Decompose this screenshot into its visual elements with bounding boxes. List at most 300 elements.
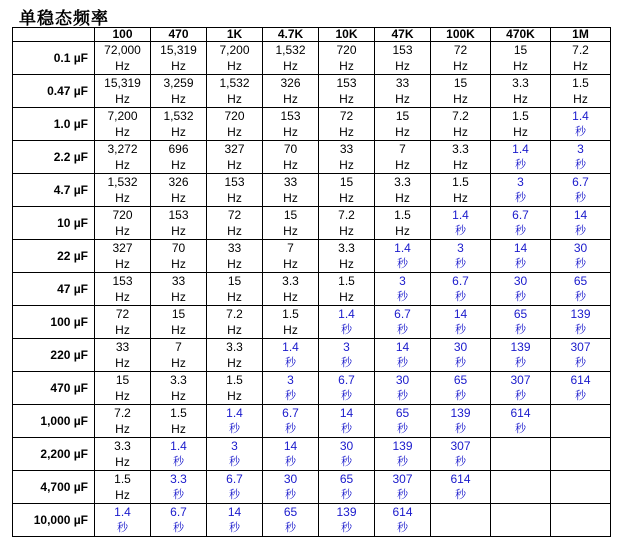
cell-unit: 秒 — [455, 488, 466, 501]
cell-value: 65 — [283, 505, 298, 519]
cell-unit: 秒 — [285, 521, 296, 534]
table-cell — [551, 108, 611, 141]
cell-unit: Hz — [339, 191, 354, 205]
table-cell — [551, 372, 611, 405]
table-cell — [319, 405, 375, 438]
cell-unit: Hz — [453, 125, 468, 139]
table-cell — [491, 339, 551, 372]
cell-unit: Hz — [115, 158, 130, 172]
row-header-capacitance: 10 µF — [13, 207, 95, 240]
cell-unit: Hz — [171, 191, 186, 205]
cell-unit: Hz — [283, 92, 298, 106]
cell-value: 1.5 — [338, 274, 355, 288]
cell-value: 139 — [336, 505, 357, 519]
table-cell — [551, 141, 611, 174]
table-cell — [375, 504, 431, 537]
table-cell — [263, 207, 319, 240]
cell-unit: 秒 — [515, 356, 526, 369]
cell-unit: Hz — [227, 389, 242, 403]
table-cell — [431, 108, 491, 141]
row-header-capacitance: 47 µF — [13, 273, 95, 306]
cell-value: 614 — [510, 406, 531, 420]
table-row — [13, 405, 611, 438]
cell-unit: 秒 — [341, 455, 352, 468]
cell-value: 30 — [395, 373, 410, 387]
table-cell — [431, 372, 491, 405]
row-header-capacitance: 4.7 µF — [13, 174, 95, 207]
cell-value: 7.2 — [226, 307, 243, 321]
table-cell — [95, 273, 151, 306]
cell-value: 65 — [573, 274, 588, 288]
table-cell — [151, 141, 207, 174]
cell-unit: Hz — [453, 59, 468, 73]
cell-value: 3,272 — [107, 142, 138, 156]
cell-unit: Hz — [227, 158, 242, 172]
table-cell — [207, 141, 263, 174]
table-cell — [263, 174, 319, 207]
cell-unit: 秒 — [285, 356, 296, 369]
table-cell — [375, 75, 431, 108]
cell-unit: Hz — [573, 92, 588, 106]
cell-unit: 秒 — [575, 158, 586, 171]
cell-value: 15,319 — [160, 43, 197, 57]
table-cell — [263, 42, 319, 75]
cell-unit: 秒 — [455, 224, 466, 237]
table-cell — [95, 438, 151, 471]
cell-unit: Hz — [513, 125, 528, 139]
cell-unit: 秒 — [397, 455, 408, 468]
cell-value: 7 — [287, 241, 294, 255]
cell-unit: Hz — [513, 59, 528, 73]
cell-unit: Hz — [395, 158, 410, 172]
table-cell — [207, 240, 263, 273]
cell-value: 3.3 — [114, 439, 131, 453]
table-cell — [207, 339, 263, 372]
table-cell — [491, 75, 551, 108]
cell-unit: 秒 — [285, 389, 296, 402]
cell-value: 327 — [112, 241, 133, 255]
cell-unit: 秒 — [341, 356, 352, 369]
cell-unit: 秒 — [229, 422, 240, 435]
cell-unit: Hz — [227, 92, 242, 106]
cell-value: 65 — [395, 406, 410, 420]
cell-unit: 秒 — [455, 422, 466, 435]
table-cell — [319, 438, 375, 471]
table-cell — [95, 174, 151, 207]
cell-unit: 秒 — [575, 389, 586, 402]
cell-value: 3.3 — [512, 76, 529, 90]
cell-value: 1.4 — [512, 142, 529, 156]
cell-value: 70 — [283, 142, 298, 156]
table-cell — [551, 306, 611, 339]
cell-unit: Hz — [283, 125, 298, 139]
cell-value: 1.5 — [394, 208, 411, 222]
cell-value: 15 — [227, 274, 242, 288]
cell-unit: 秒 — [341, 389, 352, 402]
table-cell — [151, 504, 207, 537]
cell-value: 1,532 — [219, 76, 250, 90]
table-cell — [151, 372, 207, 405]
row-header-capacitance: 22 µF — [13, 240, 95, 273]
cell-unit: Hz — [283, 323, 298, 337]
cell-unit: Hz — [339, 290, 354, 304]
cell-value: 3.3 — [394, 175, 411, 189]
cell-unit: Hz — [171, 224, 186, 238]
empty-cell — [551, 504, 611, 537]
table-cell — [263, 273, 319, 306]
table-row — [13, 273, 611, 306]
table-cell — [319, 471, 375, 504]
cell-value: 72 — [115, 307, 130, 321]
cell-unit: 秒 — [397, 521, 408, 534]
cell-unit: 秒 — [117, 521, 128, 534]
table-cell — [207, 438, 263, 471]
cell-value: 720 — [224, 109, 245, 123]
cell-value: 153 — [168, 208, 189, 222]
cell-unit: Hz — [339, 224, 354, 238]
row-header-capacitance: 220 µF — [13, 339, 95, 372]
cell-value: 33 — [171, 274, 186, 288]
cell-value: 6.7 — [572, 175, 589, 189]
cell-value: 1.5 — [226, 373, 243, 387]
table-cell — [375, 339, 431, 372]
cell-unit: Hz — [115, 257, 130, 271]
cell-value: 1.5 — [512, 109, 529, 123]
cell-unit: Hz — [339, 92, 354, 106]
cell-value: 30 — [283, 472, 298, 486]
cell-value: 1.5 — [282, 307, 299, 321]
cell-unit: Hz — [115, 488, 130, 502]
cell-unit: Hz — [115, 191, 130, 205]
table-row — [13, 108, 611, 141]
table-cell — [551, 42, 611, 75]
cell-value: 33 — [115, 340, 130, 354]
table-cell — [263, 339, 319, 372]
table-cell — [207, 471, 263, 504]
table-cell — [375, 42, 431, 75]
cell-unit: 秒 — [173, 455, 184, 468]
table-row — [13, 504, 611, 537]
cell-unit: 秒 — [515, 389, 526, 402]
table-cell — [551, 273, 611, 306]
column-header: 100 — [95, 28, 151, 42]
cell-value: 70 — [171, 241, 186, 255]
cell-value: 6.7 — [394, 307, 411, 321]
row-header-capacitance: 10,000 µF — [13, 504, 95, 537]
cell-unit: 秒 — [285, 488, 296, 501]
cell-unit: 秒 — [455, 356, 466, 369]
cell-value: 3 — [517, 175, 524, 189]
cell-unit: Hz — [171, 158, 186, 172]
cell-unit: Hz — [339, 158, 354, 172]
table-cell — [551, 240, 611, 273]
table-cell — [95, 339, 151, 372]
cell-unit: 秒 — [515, 257, 526, 270]
empty-cell — [551, 438, 611, 471]
table-cell — [319, 141, 375, 174]
row-header-capacitance: 2.2 µF — [13, 141, 95, 174]
table-cell — [431, 405, 491, 438]
cell-value: 1.4 — [338, 307, 355, 321]
cell-value: 3 — [231, 439, 238, 453]
row-header-capacitance: 100 µF — [13, 306, 95, 339]
cell-unit: 秒 — [229, 488, 240, 501]
table-cell — [151, 273, 207, 306]
cell-value: 72,000 — [104, 43, 141, 57]
cell-unit: Hz — [115, 59, 130, 73]
cell-unit: Hz — [573, 59, 588, 73]
cell-value: 3,259 — [163, 76, 194, 90]
cell-unit: 秒 — [575, 224, 586, 237]
cell-unit: Hz — [171, 59, 186, 73]
table-cell — [491, 174, 551, 207]
table-cell — [551, 174, 611, 207]
cell-unit: Hz — [115, 290, 130, 304]
cell-value: 33 — [339, 142, 354, 156]
cell-value: 1.5 — [114, 472, 131, 486]
cell-value: 307 — [450, 439, 471, 453]
cell-value: 614 — [392, 505, 413, 519]
cell-value: 3.3 — [338, 241, 355, 255]
cell-value: 153 — [112, 274, 133, 288]
cell-unit: 秒 — [455, 389, 466, 402]
cell-unit: Hz — [283, 158, 298, 172]
cell-value: 1.4 — [170, 439, 187, 453]
table-row — [13, 471, 611, 504]
cell-unit: 秒 — [575, 125, 586, 138]
cell-value: 327 — [224, 142, 245, 156]
table-cell — [491, 240, 551, 273]
cell-value: 720 — [112, 208, 133, 222]
cell-unit: 秒 — [515, 158, 526, 171]
cell-value: 14 — [227, 505, 242, 519]
table-cell — [551, 75, 611, 108]
cell-unit: 秒 — [575, 257, 586, 270]
table-cell — [319, 207, 375, 240]
table-cell — [431, 240, 491, 273]
cell-value: 6.7 — [282, 406, 299, 420]
cell-unit: Hz — [171, 422, 186, 436]
cell-value: 15 — [513, 43, 528, 57]
column-header: 470 — [151, 28, 207, 42]
table-cell — [491, 405, 551, 438]
table-cell — [375, 207, 431, 240]
cell-value: 14 — [573, 208, 588, 222]
cell-unit: Hz — [227, 290, 242, 304]
table-cell — [151, 75, 207, 108]
cell-value: 153 — [336, 76, 357, 90]
table-cell — [431, 306, 491, 339]
cell-unit: Hz — [227, 257, 242, 271]
cell-value: 614 — [570, 373, 591, 387]
cell-value: 1.4 — [282, 340, 299, 354]
cell-value: 696 — [168, 142, 189, 156]
cell-unit: 秒 — [341, 323, 352, 336]
table-cell — [263, 438, 319, 471]
cell-unit: Hz — [171, 125, 186, 139]
cell-value: 3 — [457, 241, 464, 255]
cell-value: 307 — [570, 340, 591, 354]
cell-value: 65 — [513, 307, 528, 321]
column-header: 1M — [551, 28, 611, 42]
table-cell — [375, 174, 431, 207]
cell-value: 1,532 — [275, 43, 306, 57]
table-cell — [207, 174, 263, 207]
empty-cell — [551, 471, 611, 504]
row-header-capacitance: 0.1 µF — [13, 42, 95, 75]
cell-unit: Hz — [339, 125, 354, 139]
table-cell — [151, 339, 207, 372]
table-row — [13, 240, 611, 273]
cell-value: 15 — [395, 109, 410, 123]
table-cell — [375, 405, 431, 438]
cell-unit: 秒 — [455, 323, 466, 336]
cell-value: 1.4 — [452, 208, 469, 222]
cell-unit: 秒 — [229, 455, 240, 468]
empty-cell — [551, 405, 611, 438]
cell-value: 6.7 — [452, 274, 469, 288]
cell-unit: Hz — [115, 224, 130, 238]
cell-value: 1.4 — [226, 406, 243, 420]
table-cell — [375, 471, 431, 504]
cell-value: 326 — [168, 175, 189, 189]
cell-value: 14 — [339, 406, 354, 420]
cell-unit: Hz — [115, 356, 130, 370]
cell-unit: Hz — [115, 389, 130, 403]
table-cell — [207, 207, 263, 240]
table-cell — [95, 504, 151, 537]
table-cell — [207, 75, 263, 108]
cell-unit: 秒 — [341, 488, 352, 501]
table-cell — [431, 339, 491, 372]
cell-unit: Hz — [395, 224, 410, 238]
table-cell — [491, 372, 551, 405]
table-row — [13, 372, 611, 405]
table-cell — [95, 207, 151, 240]
table-cell — [263, 306, 319, 339]
table-row — [13, 306, 611, 339]
cell-value: 3 — [343, 340, 350, 354]
cell-unit: 秒 — [455, 290, 466, 303]
cell-value: 7.2 — [452, 109, 469, 123]
cell-unit: Hz — [171, 356, 186, 370]
table-cell — [263, 405, 319, 438]
table-cell — [431, 75, 491, 108]
cell-unit: 秒 — [341, 521, 352, 534]
cell-unit: 秒 — [515, 224, 526, 237]
table-cell — [95, 141, 151, 174]
cell-value: 614 — [450, 472, 471, 486]
cell-value: 15 — [171, 307, 186, 321]
cell-value: 14 — [283, 439, 298, 453]
table-cell — [375, 108, 431, 141]
table-cell — [491, 141, 551, 174]
table-cell — [491, 207, 551, 240]
table-cell — [95, 372, 151, 405]
cell-value: 139 — [510, 340, 531, 354]
cell-unit: Hz — [453, 158, 468, 172]
cell-value: 1.5 — [170, 406, 187, 420]
cell-value: 15,319 — [104, 76, 141, 90]
table-cell — [151, 174, 207, 207]
cell-value: 3.3 — [226, 340, 243, 354]
cell-unit: Hz — [339, 257, 354, 271]
table-cell — [431, 273, 491, 306]
cell-value: 1,532 — [163, 109, 194, 123]
cell-unit: Hz — [171, 290, 186, 304]
cell-value: 1.4 — [114, 505, 131, 519]
table-cell — [151, 471, 207, 504]
cell-value: 139 — [450, 406, 471, 420]
cell-unit: Hz — [171, 389, 186, 403]
table-cell — [207, 405, 263, 438]
cell-unit: Hz — [283, 59, 298, 73]
cell-unit: Hz — [395, 191, 410, 205]
column-header: 100K — [431, 28, 491, 42]
cell-value: 14 — [513, 241, 528, 255]
cell-unit: Hz — [115, 455, 130, 469]
cell-value: 7 — [175, 340, 182, 354]
cell-unit: 秒 — [575, 323, 586, 336]
cell-unit: 秒 — [575, 356, 586, 369]
cell-value: 1.5 — [572, 76, 589, 90]
cell-unit: 秒 — [173, 521, 184, 534]
row-header-capacitance: 0.47 µF — [13, 75, 95, 108]
cell-unit: Hz — [283, 191, 298, 205]
table-row — [13, 339, 611, 372]
cell-unit: 秒 — [285, 422, 296, 435]
cell-unit: 秒 — [397, 488, 408, 501]
table-cell — [319, 504, 375, 537]
table-cell — [263, 108, 319, 141]
cell-value: 1,532 — [107, 175, 138, 189]
cell-unit: Hz — [227, 125, 242, 139]
cell-value: 33 — [283, 175, 298, 189]
cell-value: 6.7 — [512, 208, 529, 222]
table-cell — [95, 240, 151, 273]
table-row — [13, 438, 611, 471]
cell-unit: Hz — [339, 59, 354, 73]
table-cell — [431, 471, 491, 504]
row-header-capacitance: 4,700 µF — [13, 471, 95, 504]
cell-value: 6.7 — [226, 472, 243, 486]
corner-cell — [13, 28, 95, 42]
cell-value: 6.7 — [338, 373, 355, 387]
cell-value: 139 — [392, 439, 413, 453]
cell-unit: Hz — [115, 422, 130, 436]
cell-value: 30 — [453, 340, 468, 354]
cell-unit: 秒 — [397, 389, 408, 402]
table-cell — [207, 372, 263, 405]
cell-unit: Hz — [227, 224, 242, 238]
cell-unit: 秒 — [285, 455, 296, 468]
cell-value: 3 — [399, 274, 406, 288]
table-cell — [491, 42, 551, 75]
cell-value: 3.3 — [282, 274, 299, 288]
empty-cell — [491, 504, 551, 537]
cell-unit: Hz — [115, 125, 130, 139]
table-row — [13, 174, 611, 207]
table-cell — [207, 273, 263, 306]
row-header-capacitance: 1,000 µF — [13, 405, 95, 438]
row-header-capacitance: 1.0 µF — [13, 108, 95, 141]
table-cell — [375, 240, 431, 273]
column-header: 470K — [491, 28, 551, 42]
table-cell — [319, 75, 375, 108]
cell-unit: Hz — [283, 224, 298, 238]
cell-unit: Hz — [283, 257, 298, 271]
cell-unit: Hz — [395, 92, 410, 106]
